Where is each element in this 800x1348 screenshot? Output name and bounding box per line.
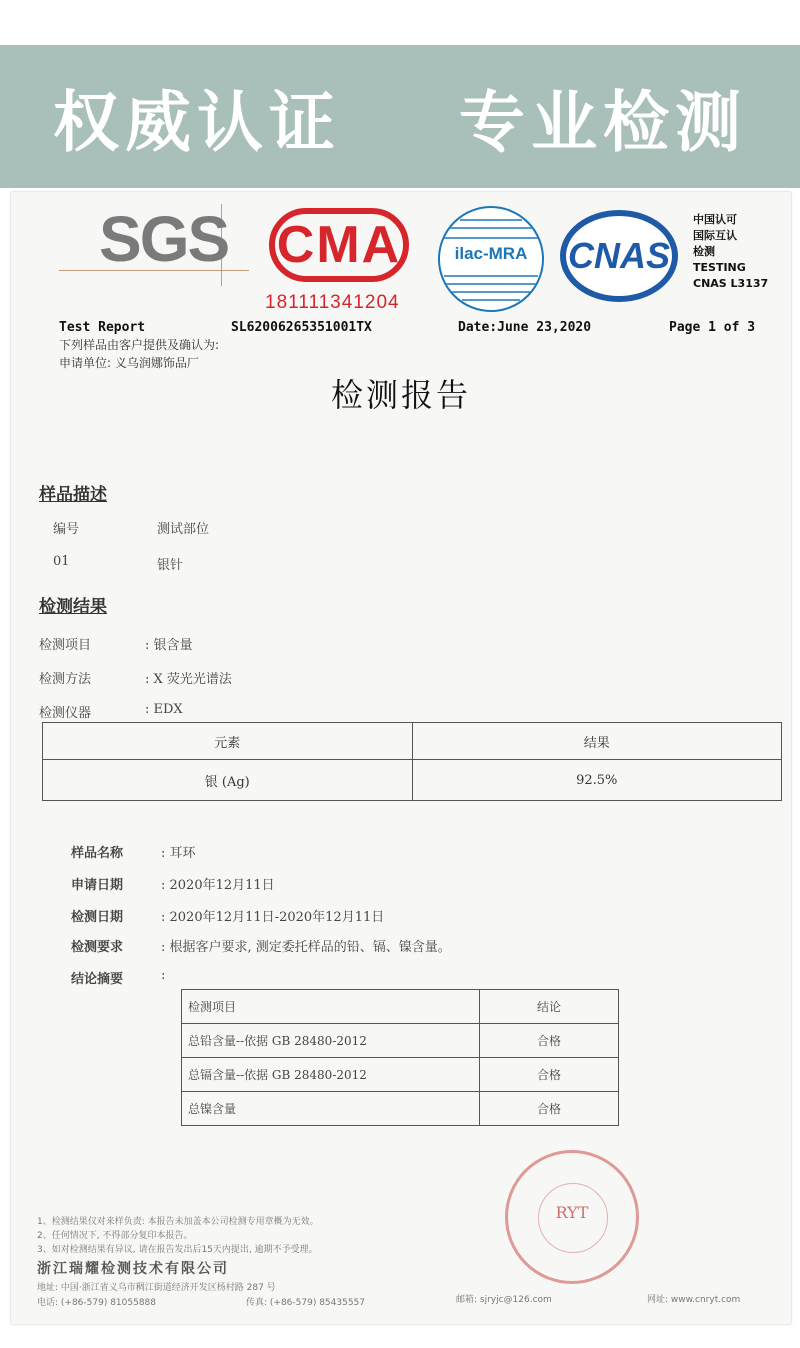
sample-col-id: 编号 [53,522,80,537]
conclusion-label: 结论摘要 [71,972,124,987]
table-cell: 合格 [480,1024,619,1058]
table-row [182,1024,619,1058]
report-number: SL62006265351001TX [231,320,372,335]
table-header-cell: 结论 [480,990,619,1024]
test-method-label: 检测方法 [39,672,92,687]
test-date-value: : 2020年12月11日-2020年12月11日 [161,910,385,925]
table-header-cell: 元素 [43,723,413,760]
cnas-logo-text: CNAS [567,235,670,276]
table-row [182,1092,619,1126]
footer-note-2: 2、任何情况下, 不得部分复印本报告。 [37,1231,193,1241]
cma-logo-text: CMA [276,216,402,274]
cma-number: 181111341204 [265,292,400,313]
company-phone: 电话: (+86-579) 81055888 [37,1298,157,1308]
sample-section-heading: 样品描述 [39,485,107,505]
instrument-value: : EDX [145,702,183,717]
sample-col-part: 测试部位 [157,522,210,537]
table-row [43,723,782,760]
results-section-heading: 检测结果 [39,597,107,617]
table-row [182,1058,619,1092]
cnas-side-line: 检测 [693,245,715,258]
cnas-side-line: TESTING [693,261,746,274]
apply-date-label: 申请日期 [71,878,124,893]
company-email: 邮箱: sjryjc@126.com [456,1295,552,1305]
page-number: Page 1 of 3 [669,320,756,335]
test-report-document [11,192,791,1324]
document-title: 检测报告 [330,376,471,414]
footer-note-3: 3、如对检测结果有异议, 请在报告发出后15天内提出, 逾期不予受理。 [37,1245,318,1255]
table-cell: 合格 [480,1058,619,1092]
ilac-mra-text: ilac-MRA [454,244,528,263]
table-header-cell: 结果 [412,723,782,760]
report-date: Date:June 23,2020 [458,320,592,335]
table-cell: 总镉含量--依据 GB 28480-2012 [182,1058,480,1092]
test-date-label: 检测日期 [71,910,124,925]
sample-name-label: 样品名称 [71,846,124,861]
footer-note-1: 1、检测结果仅对来样负责: 本报告未加盖本公司检测专用章概为无效。 [37,1217,319,1227]
company-name: 浙江瑞耀检测技术有限公司 [37,1261,229,1277]
ilac-mra-logo [438,206,544,312]
table-row [43,760,782,801]
apply-date-value: : 2020年12月11日 [161,878,275,893]
conclusion-table [181,989,619,1126]
company-address: 地址: 中国·浙江省义乌市稠江街道经济开发区杨村路 287 号 [37,1283,276,1293]
test-method-value: : X 荧光光谱法 [145,672,232,687]
company-website: 网址: www.cnryt.com [647,1295,741,1305]
cnas-logo [560,210,678,302]
test-item-value: : 银含量 [145,638,193,653]
cnas-side-line: CNAS L3137 [693,277,769,290]
instrument-label: 检测仪器 [39,706,92,721]
results-table [42,722,782,801]
company-seal-stamp [505,1150,639,1284]
table-header-cell: 检测项目 [182,990,480,1024]
sample-note: 下列样品由客户提供及确认为: [59,338,220,352]
table-cell: 合格 [480,1092,619,1126]
company-fax: 传真: (+86-579) 85435557 [246,1298,366,1308]
test-item-label: 检测项目 [39,638,92,653]
table-cell: 总铅含量--依据 GB 28480-2012 [182,1024,480,1058]
sample-id: 01 [53,554,70,569]
cnas-side-text [693,212,783,292]
requirement-label: 检测要求 [71,940,124,955]
cnas-side-line: 中国认可 [693,213,737,226]
sample-name-value: : 耳环 [161,846,196,861]
table-cell: 92.5% [412,760,782,801]
sample-part: 银针 [157,558,184,573]
applicant: 申请单位: 义乌润娜饰品厂 [59,356,199,370]
table-row [182,990,619,1024]
test-report-label: Test Report [59,320,146,335]
conclusion-value: : [161,968,166,983]
header-banner [0,45,800,188]
sgs-logo: SGS [99,203,229,275]
table-cell: 银 (Ag) [43,760,413,801]
requirement-value: : 根据客户要求, 测定委托样品的铅、镉、镍含量。 [161,940,451,955]
cnas-side-line: 国际互认 [693,229,737,242]
table-cell: 总镍含量 [182,1092,480,1126]
cma-logo [269,208,409,282]
banner-title: 权威认证 专业检测 [53,84,747,161]
stamp-text: RYT [555,1203,589,1222]
